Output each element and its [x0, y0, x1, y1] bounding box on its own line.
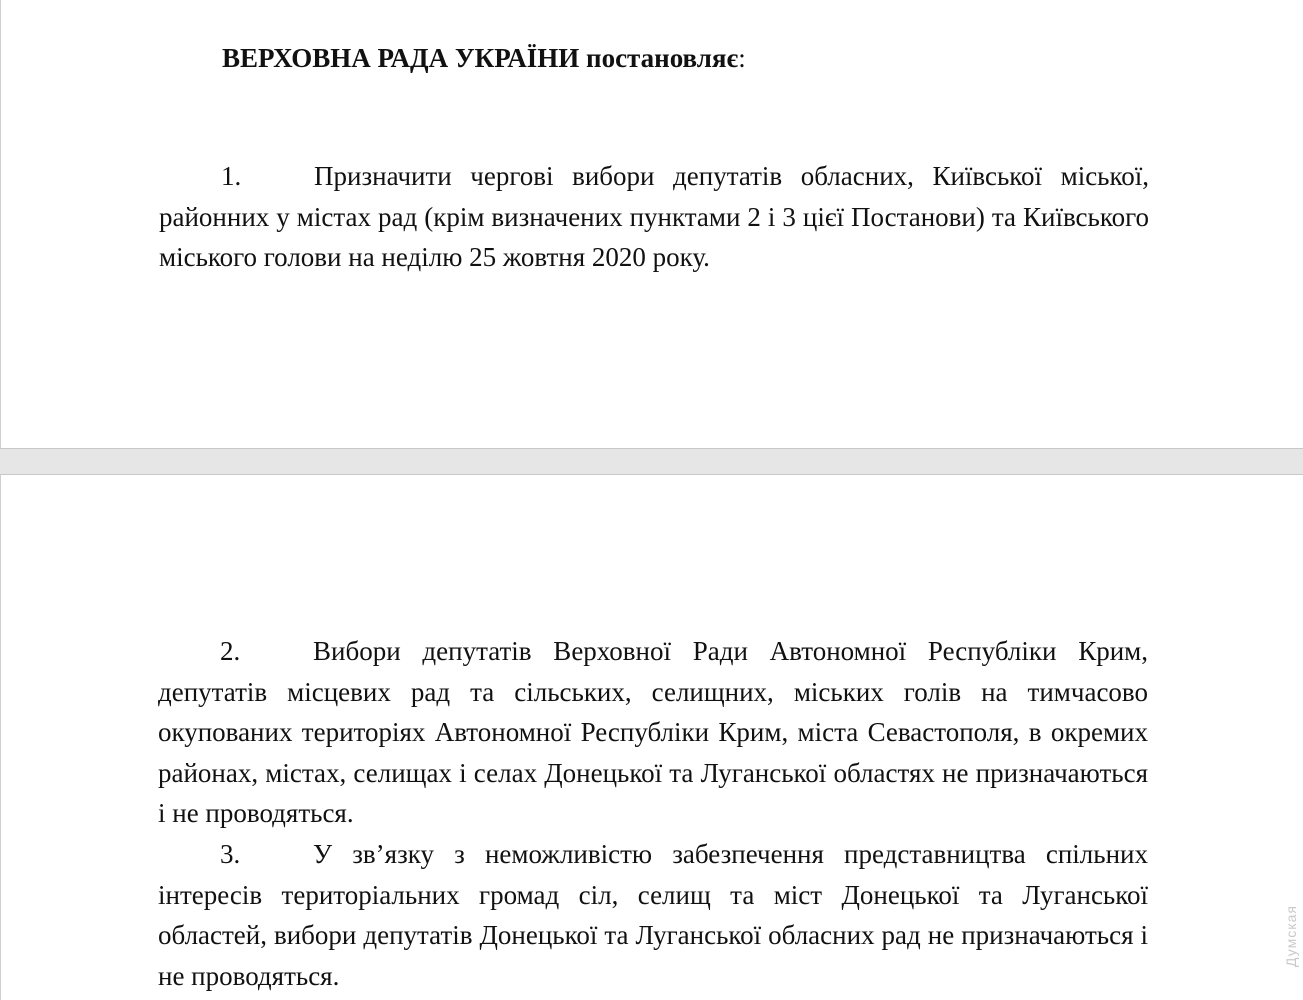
paragraph-2-text: Вибори депутатів Верховної Ради Автономної Республіки Крим, депутатів місцевих рад та сільських, селищних, міських голів на тимчасово окупованих територіях Автономної Республіки Крим, міста Севастополя, в окремих районах, містах, селищах і селах Донецької та Луганської областях не призначаються і не проводяться.	[158, 636, 1148, 828]
paragraph-3	[158, 834, 1148, 996]
heading-colon: :	[738, 43, 746, 73]
paragraph-3-text: У зв’язку з неможливістю забезпечення представництва спільних інтересів територіальних громад сіл, селищ та міст Донецької та Луганської областей, вибори депутатів Донецької та Луганської обласних рад не призначаються і не проводяться.	[158, 839, 1148, 991]
watermark-text: Думская	[1283, 905, 1299, 968]
heading-bold-text: ВЕРХОВНА РАДА УКРАЇНИ постановляє	[222, 43, 739, 73]
paragraph-1-text: Призначити чергові вибори депутатів обласних, Київської міської, районних у містах рад (крім визначених пунктами 2 і 3 цієї Постанови) та Київського міського голови на неділю 25 жовтня 2020 року.	[159, 161, 1149, 272]
document-page-1	[0, 0, 1303, 449]
paragraph-3-number: 3.	[220, 839, 241, 869]
paragraph-1-number: 1.	[221, 161, 242, 191]
page-break	[0, 449, 1303, 474]
paragraph-2-number: 2.	[220, 636, 241, 666]
paragraph-2	[158, 631, 1148, 834]
paragraph-1	[159, 156, 1149, 278]
resolution-heading	[222, 38, 746, 78]
